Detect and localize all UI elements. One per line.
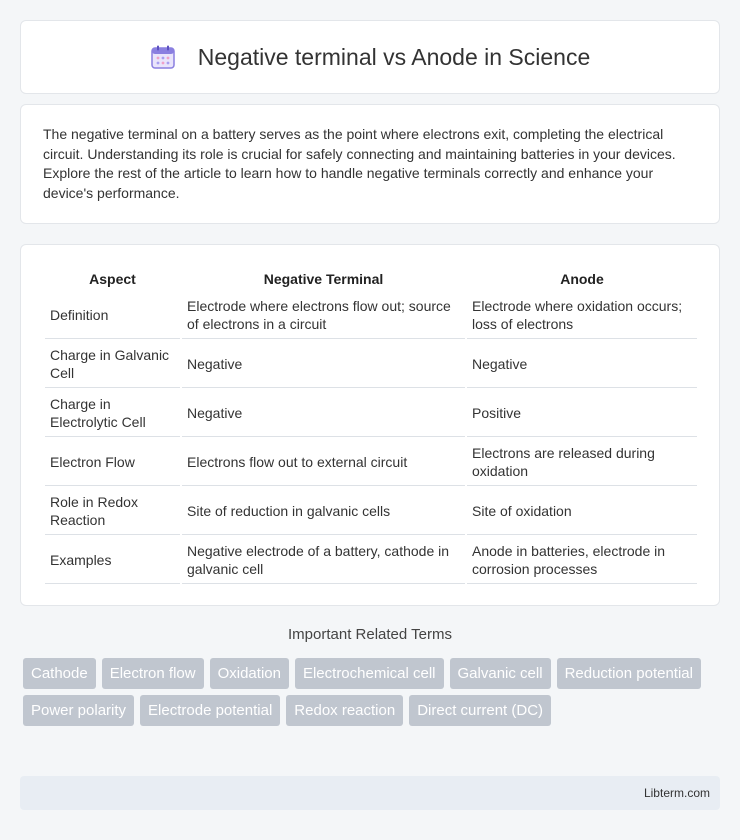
footer-site-link[interactable]: Libterm.com (643, 786, 710, 800)
related-terms-list (23, 658, 723, 732)
table-cell: Site of reduction in galvanic cells (182, 488, 465, 535)
table-row (45, 292, 697, 339)
page-title: Negative terminal vs Anode in Science (197, 43, 591, 70)
intro-text: The negative terminal on a battery serves as the point where electrons exit, completing the electrical circuit. Understanding its role is crucial for safely connecting and maintaining batteries in your devices. Explore the rest of the article to learn how to handle negative terminals correctly and enhance your device's performance. (43, 126, 676, 201)
comparison-table-card (20, 244, 720, 606)
related-terms-title: Important Related Terms (288, 626, 452, 643)
table-row (45, 537, 697, 584)
table-cell: Negative electrode of a battery, cathode in galvanic cell (182, 537, 465, 584)
table-cell: Negative (182, 390, 465, 437)
tag-power-polarity[interactable]: Power polarity (23, 695, 134, 726)
table-cell: Electrode where electrons flow out; source of electrons in a circuit (182, 292, 465, 339)
table-cell: Negative (467, 341, 697, 388)
table-cell: Electrons flow out to external circuit (182, 439, 465, 486)
tag-electrode-potential[interactable]: Electrode potential (140, 695, 280, 726)
footer (20, 776, 720, 810)
table-cell: Electrons are released during oxidation (467, 439, 697, 486)
table-header-row (45, 265, 697, 290)
calendar-icon (150, 44, 176, 70)
tag-cathode[interactable]: Cathode (23, 658, 96, 689)
table-row (45, 390, 697, 437)
tag-reduction-potential[interactable]: Reduction potential (557, 658, 701, 689)
table-cell: Electron Flow (45, 439, 180, 486)
column-header-aspect: Aspect (89, 271, 136, 287)
table-cell: Negative (182, 341, 465, 388)
table-cell: Charge in Galvanic Cell (45, 341, 180, 388)
table-cell: Electrode where oxidation occurs; loss of electrons (467, 292, 697, 339)
column-header-anode: Anode (560, 271, 604, 287)
column-header-negative-terminal: Negative Terminal (263, 271, 384, 287)
tag-electrochemical-cell[interactable]: Electrochemical cell (295, 658, 444, 689)
tag-galvanic-cell[interactable]: Galvanic cell (450, 658, 551, 689)
table-cell: Examples (45, 537, 180, 584)
tag-electron-flow[interactable]: Electron flow (102, 658, 204, 689)
header-card (20, 20, 720, 94)
tag-direct-current[interactable]: Direct current (DC) (409, 695, 551, 726)
table-row (45, 439, 697, 486)
comparison-table (43, 263, 699, 586)
table-cell: Charge in Electrolytic Cell (45, 390, 180, 437)
table-row (45, 341, 697, 388)
table-cell: Positive (467, 390, 697, 437)
table-row (45, 488, 697, 535)
table-cell: Anode in batteries, electrode in corrosion processes (467, 537, 697, 584)
table-cell: Role in Redox Reaction (45, 488, 180, 535)
table-cell: Site of oxidation (467, 488, 697, 535)
table-cell: Definition (45, 292, 180, 339)
tag-redox-reaction[interactable]: Redox reaction (286, 695, 403, 726)
intro-card (20, 104, 720, 224)
tag-oxidation[interactable]: Oxidation (210, 658, 289, 689)
